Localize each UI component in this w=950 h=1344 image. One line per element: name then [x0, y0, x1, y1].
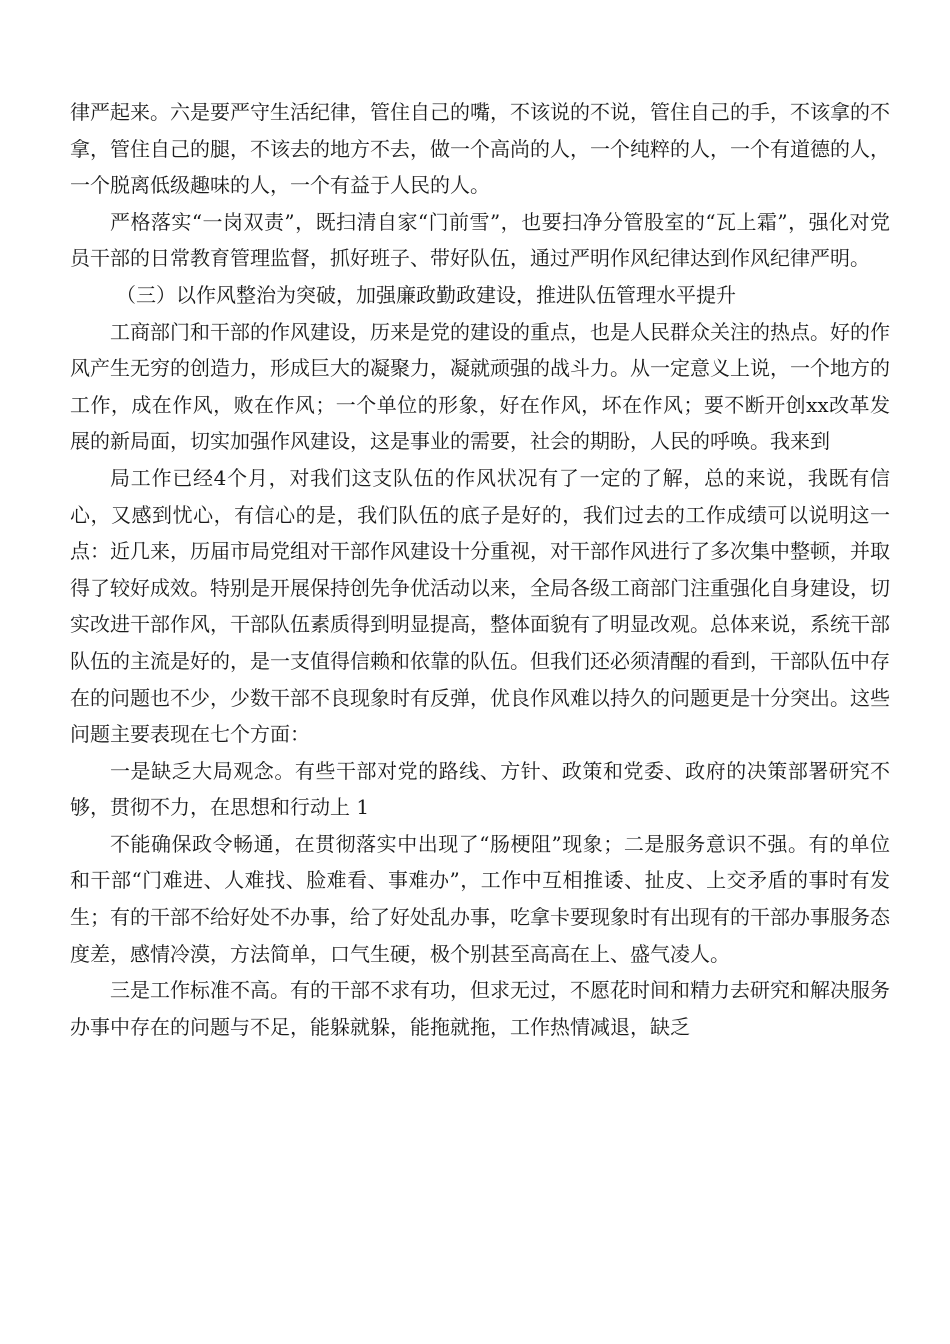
- document-body: [70, 94, 890, 1045]
- paragraph-dual-responsibility: 严格落实“一岗双责”，既扫清自家“门前雪”，也要扫净分管股室的“瓦上霜”，强化对党员干部的日常教育管理监督，抓好班子、带好队伍，通过严明作风纪律达到作风纪律严明。: [70, 209, 890, 271]
- paragraph-four-months: 局工作已经4个月，对我们这支队伍的作风状况有了一定的了解，总的来说，我既有信心，又感到忧心，有信心的是，我们队伍的底子是好的，我们过去的工作成绩可以说明这一点：近几来，历届市局党组对干部作风建设十分重视，对干部作风进行了多次集中整顿，并取得了较好成效。特别是开展保持创先争优活动以来，全局各级工商部门注重强化自身建设，切实改进干部作风，干部队伍素质得到明显提高，整体面貌有了明显改观。总体来说，系统干部队伍的主流是好的，是一支值得信赖和依靠的队伍。但我们还必须清醒的看到，干部队伍中存在的问题也不少，少数干部不良现象时有反弹，优良作风难以持久的问题更是十分突出。这些问题主要表现在七个方面：: [70, 465, 890, 747]
- section-heading-three: （三）以作风整治为突破，加强廉政勤政建设，推进队伍管理水平提升: [116, 282, 736, 307]
- paragraph-discipline-continued: 律严起来。六是要严守生活纪律，管住自己的嘴，不该说的不说，管住自己的手，不该拿的不拿，管住自己的腿，不该去的地方不去，做一个高尚的人，一个纯粹的人，一个有道德的人，一个脱离低级趣味的人，一个有益于人民的人。: [70, 100, 890, 198]
- paragraph-point-two: 不能确保政令畅通，在贯彻落实中出现了“肠梗阻”现象；二是服务意识不强。有的单位和干部“门难进、人难找、脸难看、事难办”，工作中互相推诿、扯皮、上交矛盾的事时有发生；有的干部不给好处不办事，给了好处乱办事，吃拿卡要现象时有出现有的干部办事服务态度差，感情冷漠，方法简单，口气生硬，极个别甚至高高在上、盛气凌人。: [70, 831, 890, 966]
- paragraph-point-one: 一是缺乏大局观念。有些干部对党的路线、方针、政策和党委、政府的决策部署研究不够，贯彻不力，在思想和行动上 1: [70, 758, 890, 820]
- paragraph-point-three: 三是工作标准不高。有的干部不求有功，但求无过，不愿花时间和精力去研究和解决服务办事中存在的问题与不足，能躲就躲，能拖就拖，工作热情减退，缺乏: [70, 978, 890, 1039]
- paragraph-work-style: 工商部门和干部的作风建设，历来是党的建设的重点，也是人民群众关注的热点。好的作风产生无穷的创造力，形成巨大的凝聚力，凝就顽强的战斗力。从一定意义上说，一个地方的工作，成在作风，败在作风；一个单位的形象，好在作风，坏在作风；要不断开创xx改革发展的新局面，切实加强作风建设，这是事业的需要，社会的期盼，人民的呼唤。我来到: [70, 319, 890, 454]
